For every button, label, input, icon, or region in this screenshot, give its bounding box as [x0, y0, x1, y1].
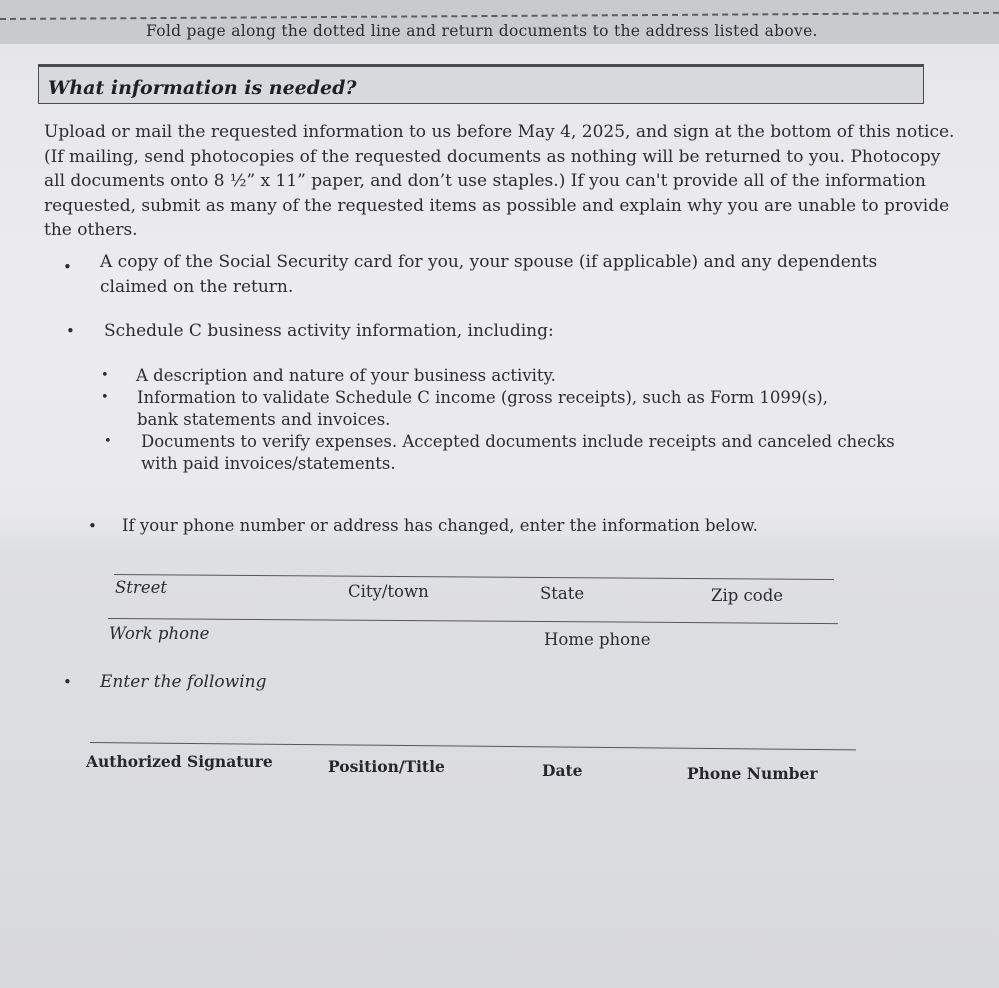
bullet-dot: • [63, 258, 72, 276]
home-phone-label: Home phone [544, 630, 651, 649]
section-header-box [38, 64, 924, 104]
intro-line: requested, submit as many of the requested items as possible and explain why you are unable to provide [44, 195, 950, 216]
bullet-enter-following: Enter the following [100, 672, 267, 692]
sub-item-expenses: Documents to verify expenses. Accepted documents include receipts and canceled checks with paid invoices/statements. [141, 432, 895, 473]
intro-line: (If mailing, send photocopies of the requested documents as nothing will be returned to you. Photocopy [44, 146, 941, 167]
section-title: What information is needed? [48, 77, 357, 99]
bullet-social-security: A copy of the Social Security card for you, your spouse (if applicable) and any dependents claimed on the return. [100, 252, 878, 297]
sub-bullet-dot: • [104, 434, 112, 449]
date-label: Date [542, 761, 583, 780]
sub-bullet-dot: • [101, 368, 109, 383]
intro-paragraph [44, 120, 955, 243]
bullet-dot: • [63, 673, 72, 691]
sub-item-description: A description and nature of your business activity. [136, 366, 556, 385]
signature-line[interactable] [90, 742, 856, 750]
zip-label: Zip code [711, 586, 784, 605]
work-phone-label: Work phone [109, 624, 210, 643]
fold-instruction: Fold page along the dotted line and return documents to the address listed above. [146, 22, 818, 40]
position-title-label: Position/Title [328, 757, 445, 776]
phone-line[interactable] [108, 618, 838, 624]
intro-line: all documents onto 8 ½” x 11” paper, and don’t use staples.) If you can't provide all of the information [44, 171, 926, 191]
phone-number-label: Phone Number [687, 764, 818, 783]
bullet-schedule-c: Schedule C business activity information, including: [104, 321, 554, 341]
city-label: City/town [348, 582, 429, 601]
authorized-signature-label: Authorized Signature [86, 752, 273, 771]
bullet-contact-change: If your phone number or address has changed, enter the information below. [122, 516, 758, 535]
intro-line: Upload or mail the requested information to us before May 4, 2025, and sign at the bottom of this notice. [44, 122, 955, 142]
street-label: Street [115, 578, 167, 597]
state-label: State [540, 584, 585, 603]
sub-bullet-dot: • [101, 390, 109, 405]
address-line[interactable] [114, 574, 834, 580]
bullet-dot: • [66, 322, 75, 340]
intro-line: the others. [44, 220, 138, 240]
bullet-dot: • [88, 517, 97, 535]
sub-item-income: Information to validate Schedule C income (gross receipts), such as Form 1099(s), bank statements and invoices. [137, 388, 828, 429]
